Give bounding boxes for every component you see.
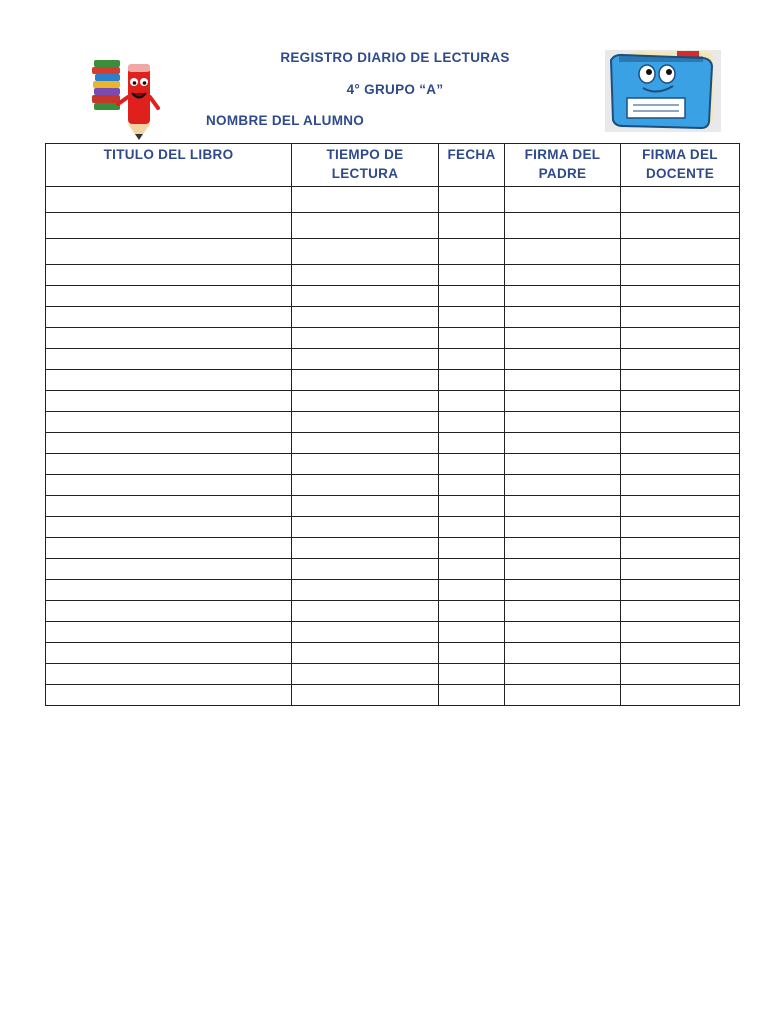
cell-teacher-signature: [621, 412, 740, 433]
cell-reading-time: [292, 265, 439, 286]
cell-reading-time: [292, 643, 439, 664]
cell-reading-time: [292, 412, 439, 433]
cell-date: [439, 454, 505, 475]
table-row: [46, 475, 740, 496]
cell-date: [439, 187, 505, 213]
cell-book-title: [46, 187, 292, 213]
cell-parent-signature: [505, 328, 621, 349]
cell-reading-time: [292, 307, 439, 328]
table-row: [46, 559, 740, 580]
cell-book-title: [46, 580, 292, 601]
cell-parent-signature: [505, 664, 621, 685]
cell-book-title: [46, 601, 292, 622]
cell-teacher-signature: [621, 239, 740, 265]
cell-teacher-signature: [621, 307, 740, 328]
cell-parent-signature: [505, 370, 621, 391]
cell-parent-signature: [505, 685, 621, 706]
cell-reading-time: [292, 213, 439, 239]
cell-reading-time: [292, 664, 439, 685]
cell-parent-signature: [505, 622, 621, 643]
cell-reading-time: [292, 580, 439, 601]
cell-reading-time: [292, 559, 439, 580]
cell-reading-time: [292, 239, 439, 265]
cell-reading-time: [292, 475, 439, 496]
table-row: [46, 349, 740, 370]
table-row: [46, 622, 740, 643]
column-header-book-title: TITULO DEL LIBRO: [46, 144, 292, 187]
group-label: 4° GRUPO “A”: [346, 82, 444, 97]
cell-teacher-signature: [621, 391, 740, 412]
cell-reading-time: [292, 433, 439, 454]
table-row: [46, 685, 740, 706]
cell-date: [439, 622, 505, 643]
cell-parent-signature: [505, 475, 621, 496]
table-row: [46, 454, 740, 475]
cell-teacher-signature: [621, 580, 740, 601]
cell-teacher-signature: [621, 265, 740, 286]
table-row: [46, 328, 740, 349]
cell-reading-time: [292, 328, 439, 349]
column-header-reading-time: TIEMPO DE LECTURA: [292, 144, 439, 187]
cell-parent-signature: [505, 517, 621, 538]
table-row: [46, 538, 740, 559]
table-row: [46, 433, 740, 454]
cell-date: [439, 664, 505, 685]
cell-date: [439, 538, 505, 559]
cell-teacher-signature: [621, 559, 740, 580]
cell-teacher-signature: [621, 517, 740, 538]
cell-book-title: [46, 685, 292, 706]
cell-book-title: [46, 538, 292, 559]
cell-reading-time: [292, 454, 439, 475]
cell-reading-time: [292, 685, 439, 706]
cell-book-title: [46, 213, 292, 239]
cell-reading-time: [292, 496, 439, 517]
cell-reading-time: [292, 370, 439, 391]
cell-parent-signature: [505, 496, 621, 517]
cell-parent-signature: [505, 265, 621, 286]
cell-book-title: [46, 328, 292, 349]
cell-parent-signature: [505, 286, 621, 307]
pencil-with-books-icon: [88, 52, 178, 142]
cell-date: [439, 412, 505, 433]
cell-book-title: [46, 391, 292, 412]
cell-parent-signature: [505, 349, 621, 370]
cell-date: [439, 517, 505, 538]
cell-parent-signature: [505, 559, 621, 580]
cell-teacher-signature: [621, 496, 740, 517]
cell-date: [439, 643, 505, 664]
cell-date: [439, 370, 505, 391]
table-header-row: [46, 144, 740, 187]
column-header-date: FECHA: [439, 144, 505, 187]
cell-date: [439, 328, 505, 349]
cell-date: [439, 213, 505, 239]
table-row: [46, 580, 740, 601]
cell-book-title: [46, 349, 292, 370]
cell-reading-time: [292, 538, 439, 559]
cell-parent-signature: [505, 307, 621, 328]
cell-teacher-signature: [621, 454, 740, 475]
cell-parent-signature: [505, 601, 621, 622]
cell-book-title: [46, 307, 292, 328]
cell-parent-signature: [505, 433, 621, 454]
cell-parent-signature: [505, 412, 621, 433]
cell-parent-signature: [505, 643, 621, 664]
cell-book-title: [46, 454, 292, 475]
cell-date: [439, 391, 505, 412]
cell-teacher-signature: [621, 349, 740, 370]
cell-book-title: [46, 433, 292, 454]
cell-date: [439, 265, 505, 286]
cell-date: [439, 559, 505, 580]
table-row: [46, 601, 740, 622]
cell-date: [439, 685, 505, 706]
cell-reading-time: [292, 517, 439, 538]
cell-parent-signature: [505, 538, 621, 559]
cell-date: [439, 349, 505, 370]
cell-teacher-signature: [621, 213, 740, 239]
cell-teacher-signature: [621, 286, 740, 307]
table-body: [46, 187, 740, 706]
table-row: [46, 307, 740, 328]
table-row: [46, 265, 740, 286]
table-row: [46, 187, 740, 213]
table-row: [46, 643, 740, 664]
cell-teacher-signature: [621, 601, 740, 622]
cell-book-title: [46, 496, 292, 517]
cell-teacher-signature: [621, 328, 740, 349]
cell-parent-signature: [505, 391, 621, 412]
cell-teacher-signature: [621, 538, 740, 559]
cell-parent-signature: [505, 580, 621, 601]
cell-teacher-signature: [621, 187, 740, 213]
cell-book-title: [46, 286, 292, 307]
cell-parent-signature: [505, 187, 621, 213]
table-row: [46, 213, 740, 239]
cell-book-title: [46, 664, 292, 685]
table-row: [46, 286, 740, 307]
table-row: [46, 239, 740, 265]
cell-book-title: [46, 559, 292, 580]
table-row: [46, 370, 740, 391]
cell-book-title: [46, 239, 292, 265]
cell-date: [439, 433, 505, 454]
cell-book-title: [46, 643, 292, 664]
cell-teacher-signature: [621, 643, 740, 664]
cell-reading-time: [292, 391, 439, 412]
table-row: [46, 517, 740, 538]
cell-teacher-signature: [621, 475, 740, 496]
cell-teacher-signature: [621, 433, 740, 454]
cell-teacher-signature: [621, 685, 740, 706]
cell-book-title: [46, 475, 292, 496]
cell-book-title: [46, 412, 292, 433]
smiling-book-icon: [605, 50, 721, 132]
cell-book-title: [46, 622, 292, 643]
cell-date: [439, 307, 505, 328]
cell-reading-time: [292, 286, 439, 307]
cell-date: [439, 475, 505, 496]
cell-teacher-signature: [621, 622, 740, 643]
column-header-parent-signature: FIRMA DEL PADRE: [505, 144, 621, 187]
student-name-label: NOMBRE DEL ALUMNO: [206, 113, 365, 128]
table-row: [46, 664, 740, 685]
table-row: [46, 412, 740, 433]
cell-book-title: [46, 370, 292, 391]
cell-date: [439, 496, 505, 517]
column-header-teacher-signature: FIRMA DEL DOCENTE: [621, 144, 740, 187]
cell-reading-time: [292, 601, 439, 622]
cell-date: [439, 239, 505, 265]
cell-book-title: [46, 265, 292, 286]
cell-date: [439, 286, 505, 307]
table-row: [46, 496, 740, 517]
cell-reading-time: [292, 622, 439, 643]
document-title: REGISTRO DIARIO DE LECTURAS: [280, 50, 510, 65]
cell-book-title: [46, 517, 292, 538]
cell-reading-time: [292, 187, 439, 213]
reading-log-table: [45, 143, 740, 706]
cell-reading-time: [292, 349, 439, 370]
cell-parent-signature: [505, 454, 621, 475]
cell-date: [439, 601, 505, 622]
cell-date: [439, 580, 505, 601]
cell-teacher-signature: [621, 370, 740, 391]
cell-parent-signature: [505, 239, 621, 265]
cell-parent-signature: [505, 213, 621, 239]
cell-teacher-signature: [621, 664, 740, 685]
table-row: [46, 391, 740, 412]
